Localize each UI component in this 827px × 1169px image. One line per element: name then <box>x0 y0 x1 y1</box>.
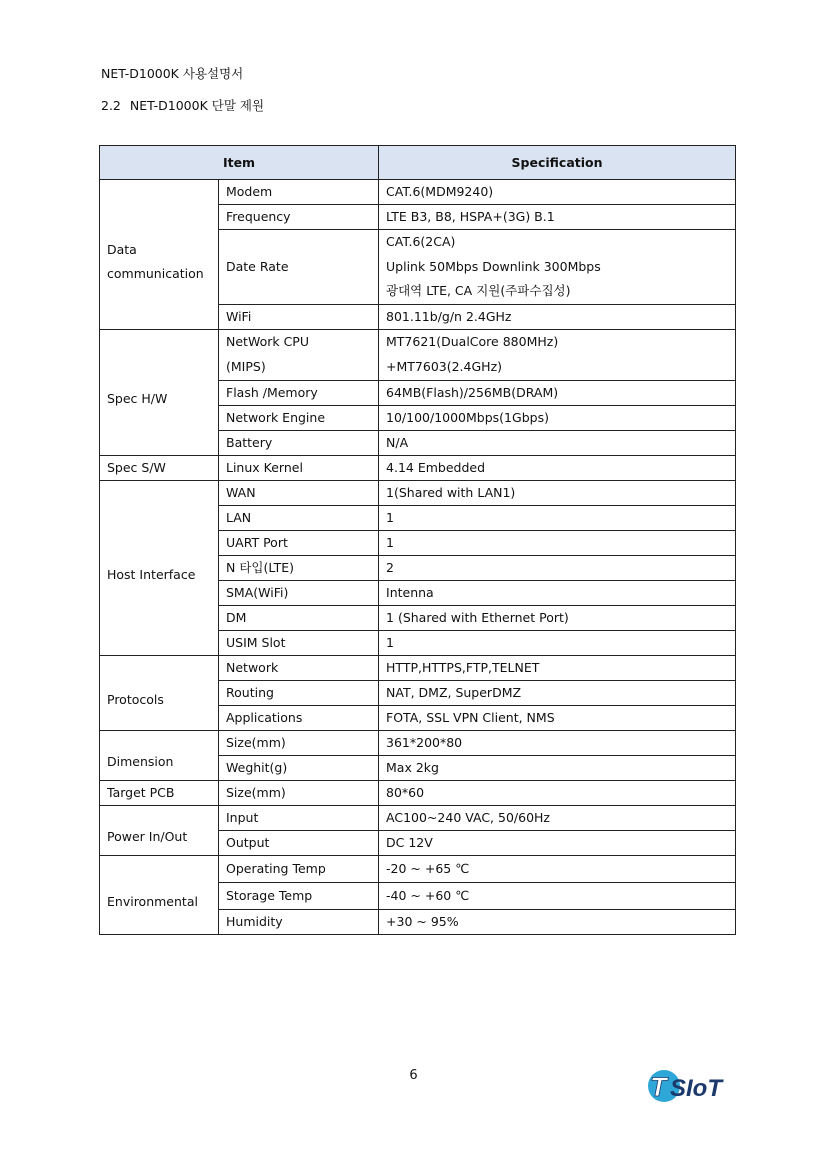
spec-value: 80*60 <box>386 784 425 800</box>
header-specification: Specification <box>379 146 736 180</box>
spec-cell <box>379 305 736 330</box>
spec-cell <box>379 780 736 805</box>
logo-letter-t: T <box>650 1072 667 1102</box>
spec-value: +30 ~ 95% <box>386 913 459 929</box>
category-label: Target PCB <box>107 784 175 800</box>
spec-cell <box>379 505 736 530</box>
item-cell <box>219 680 379 705</box>
spec-value: CAT.6(2CA) <box>386 234 456 249</box>
item-label: N 타입(LTE) <box>226 559 295 575</box>
item-label: Weghit(g) <box>226 759 288 775</box>
category-cell <box>100 330 219 455</box>
item-label: Applications <box>226 709 303 725</box>
table-row <box>100 480 736 505</box>
table-row <box>100 780 736 805</box>
spec-cell <box>379 180 736 205</box>
item-cell <box>219 405 379 430</box>
item-cell <box>219 655 379 680</box>
spec-value: NAT, DMZ, SuperDMZ <box>386 684 522 700</box>
category-cell <box>100 180 219 330</box>
table-row <box>100 805 736 830</box>
spec-value: 1 <box>386 509 394 525</box>
item-cell <box>219 705 379 730</box>
page-number: 6 <box>409 1068 418 1083</box>
category-cell <box>100 780 219 805</box>
item-cell <box>219 855 379 882</box>
spec-value: HTTP,HTTPS,FTP,TELNET <box>386 659 540 675</box>
spec-cell <box>379 380 736 405</box>
spec-cell <box>379 455 736 480</box>
category-cell <box>100 855 219 934</box>
spec-value: 10/100/1000Mbps(1Gbps) <box>386 409 549 425</box>
spec-value: CAT.6(MDM9240) <box>386 184 494 199</box>
spec-value: 1 <box>386 634 394 650</box>
spec-value: 2 <box>386 559 394 575</box>
table-row <box>100 730 736 755</box>
spec-value: MT7621(DualCore 880MHz) <box>386 334 559 350</box>
item-label: (MIPS) <box>226 358 266 374</box>
spec-cell <box>379 330 736 380</box>
spec-value: 64MB(Flash)/256MB(DRAM) <box>386 384 559 400</box>
spec-value: 1(Shared with LAN1) <box>386 484 516 500</box>
spec-value: 1 <box>386 534 394 550</box>
spec-cell <box>379 909 736 934</box>
table-header-row <box>100 146 736 180</box>
item-cell <box>219 555 379 580</box>
item-label: Date Rate <box>226 258 289 274</box>
category-label: Power In/Out <box>107 829 188 845</box>
document-title: NET-D1000K 사용설명서 <box>101 66 244 81</box>
spec-cell <box>379 855 736 882</box>
section-number: 2.2 <box>101 98 121 113</box>
item-label: Output <box>226 834 270 850</box>
spec-value: Uplink 50Mbps Downlink 300Mbps <box>386 258 601 274</box>
item-cell <box>219 380 379 405</box>
item-label: Network <box>226 659 279 675</box>
category-cell <box>100 455 219 480</box>
section-heading: NET-D1000K 단말 제원 <box>129 98 265 113</box>
spec-value: FOTA, SSL VPN Client, NMS <box>386 709 555 725</box>
item-label: Storage Temp <box>226 887 313 903</box>
spec-cell <box>379 555 736 580</box>
item-label: Modem <box>226 184 273 199</box>
spec-cell <box>379 755 736 780</box>
item-cell <box>219 505 379 530</box>
item-label: Input <box>226 809 259 825</box>
spec-cell <box>379 705 736 730</box>
item-label: Linux Kernel <box>226 459 303 475</box>
spec-cell <box>379 205 736 230</box>
spec-value: DC 12V <box>386 834 433 850</box>
spec-value: Intenna <box>386 584 434 600</box>
item-cell <box>219 180 379 205</box>
spec-value: -40 ~ +60 ℃ <box>386 887 470 903</box>
item-cell <box>219 580 379 605</box>
item-label: DM <box>226 609 247 625</box>
spec-value: N/A <box>386 434 409 450</box>
item-cell <box>219 909 379 934</box>
spec-cell <box>379 580 736 605</box>
item-cell <box>219 205 379 230</box>
item-cell <box>219 780 379 805</box>
category-label: Dimension <box>107 754 174 770</box>
item-label: Size(mm) <box>226 784 286 800</box>
category-label: Spec H/W <box>107 391 168 407</box>
spec-cell <box>379 805 736 830</box>
item-cell <box>219 605 379 630</box>
item-cell <box>219 830 379 855</box>
item-label: WiFi <box>226 309 252 325</box>
item-cell <box>219 630 379 655</box>
spec-value: +MT7603(2.4GHz) <box>386 358 503 374</box>
item-label: USIM Slot <box>226 634 286 650</box>
item-cell <box>219 230 379 305</box>
spec-cell <box>379 480 736 505</box>
spec-value: 4.14 Embedded <box>386 459 486 475</box>
spec-value: 1 (Shared with Ethernet Port) <box>386 609 569 625</box>
spec-cell <box>379 830 736 855</box>
item-label: UART Port <box>226 534 288 550</box>
spec-value: 801.11b/g/n 2.4GHz <box>386 309 512 325</box>
table-row <box>100 330 736 380</box>
item-cell <box>219 430 379 455</box>
spec-value: 광대역 LTE, CA 지원(주파수집성) <box>386 283 571 299</box>
tsiot-logo <box>644 1063 734 1113</box>
item-cell <box>219 805 379 830</box>
spec-cell <box>379 680 736 705</box>
category-cell <box>100 480 219 655</box>
item-label: WAN <box>226 484 256 500</box>
spec-cell <box>379 655 736 680</box>
section-title <box>101 96 264 114</box>
item-label: Operating Temp <box>226 860 326 876</box>
logo-wordmark: SIoT <box>670 1075 722 1102</box>
spec-cell <box>379 530 736 555</box>
spec-cell <box>379 882 736 909</box>
item-label: Flash /Memory <box>226 384 318 400</box>
item-label: LAN <box>226 509 252 525</box>
table-row <box>100 180 736 205</box>
item-label: Battery <box>226 434 273 450</box>
item-label: Humidity <box>226 913 283 929</box>
table-row <box>100 855 736 882</box>
category-label: Protocols <box>107 691 164 707</box>
spec-value: Max 2kg <box>386 759 439 775</box>
item-cell <box>219 480 379 505</box>
category-label: Environmental <box>107 893 198 909</box>
item-label: NetWork CPU <box>226 334 309 350</box>
item-label: Routing <box>226 684 274 700</box>
spec-cell <box>379 405 736 430</box>
category-label: Data <box>107 241 137 257</box>
spec-table <box>99 145 736 935</box>
spec-cell <box>379 430 736 455</box>
item-cell <box>219 730 379 755</box>
spec-value: 361*200*80 <box>386 734 463 750</box>
spec-value: AC100~240 VAC, 50/60Hz <box>386 809 550 825</box>
spec-cell <box>379 605 736 630</box>
item-cell <box>219 882 379 909</box>
item-cell <box>219 305 379 330</box>
item-cell <box>219 755 379 780</box>
item-label: SMA(WiFi) <box>226 584 289 600</box>
spec-value: -20 ~ +65 ℃ <box>386 860 470 876</box>
item-cell <box>219 330 379 380</box>
item-cell <box>219 455 379 480</box>
spec-table-body <box>100 180 736 935</box>
category-label: Host Interface <box>107 566 196 582</box>
category-cell <box>100 805 219 855</box>
table-row <box>100 655 736 680</box>
spec-cell <box>379 230 736 305</box>
item-label: Network Engine <box>226 409 326 425</box>
header-item: Item <box>100 146 379 180</box>
spec-cell <box>379 730 736 755</box>
spec-value: LTE B3, B8, HSPA+(3G) B.1 <box>386 209 555 224</box>
spec-cell <box>379 630 736 655</box>
item-label: Size(mm) <box>226 734 286 750</box>
category-cell <box>100 655 219 730</box>
category-label: communication <box>107 265 204 281</box>
category-cell <box>100 730 219 780</box>
item-cell <box>219 530 379 555</box>
table-row <box>100 455 736 480</box>
item-label: Frequency <box>226 209 291 224</box>
category-label: Spec S/W <box>107 459 166 475</box>
